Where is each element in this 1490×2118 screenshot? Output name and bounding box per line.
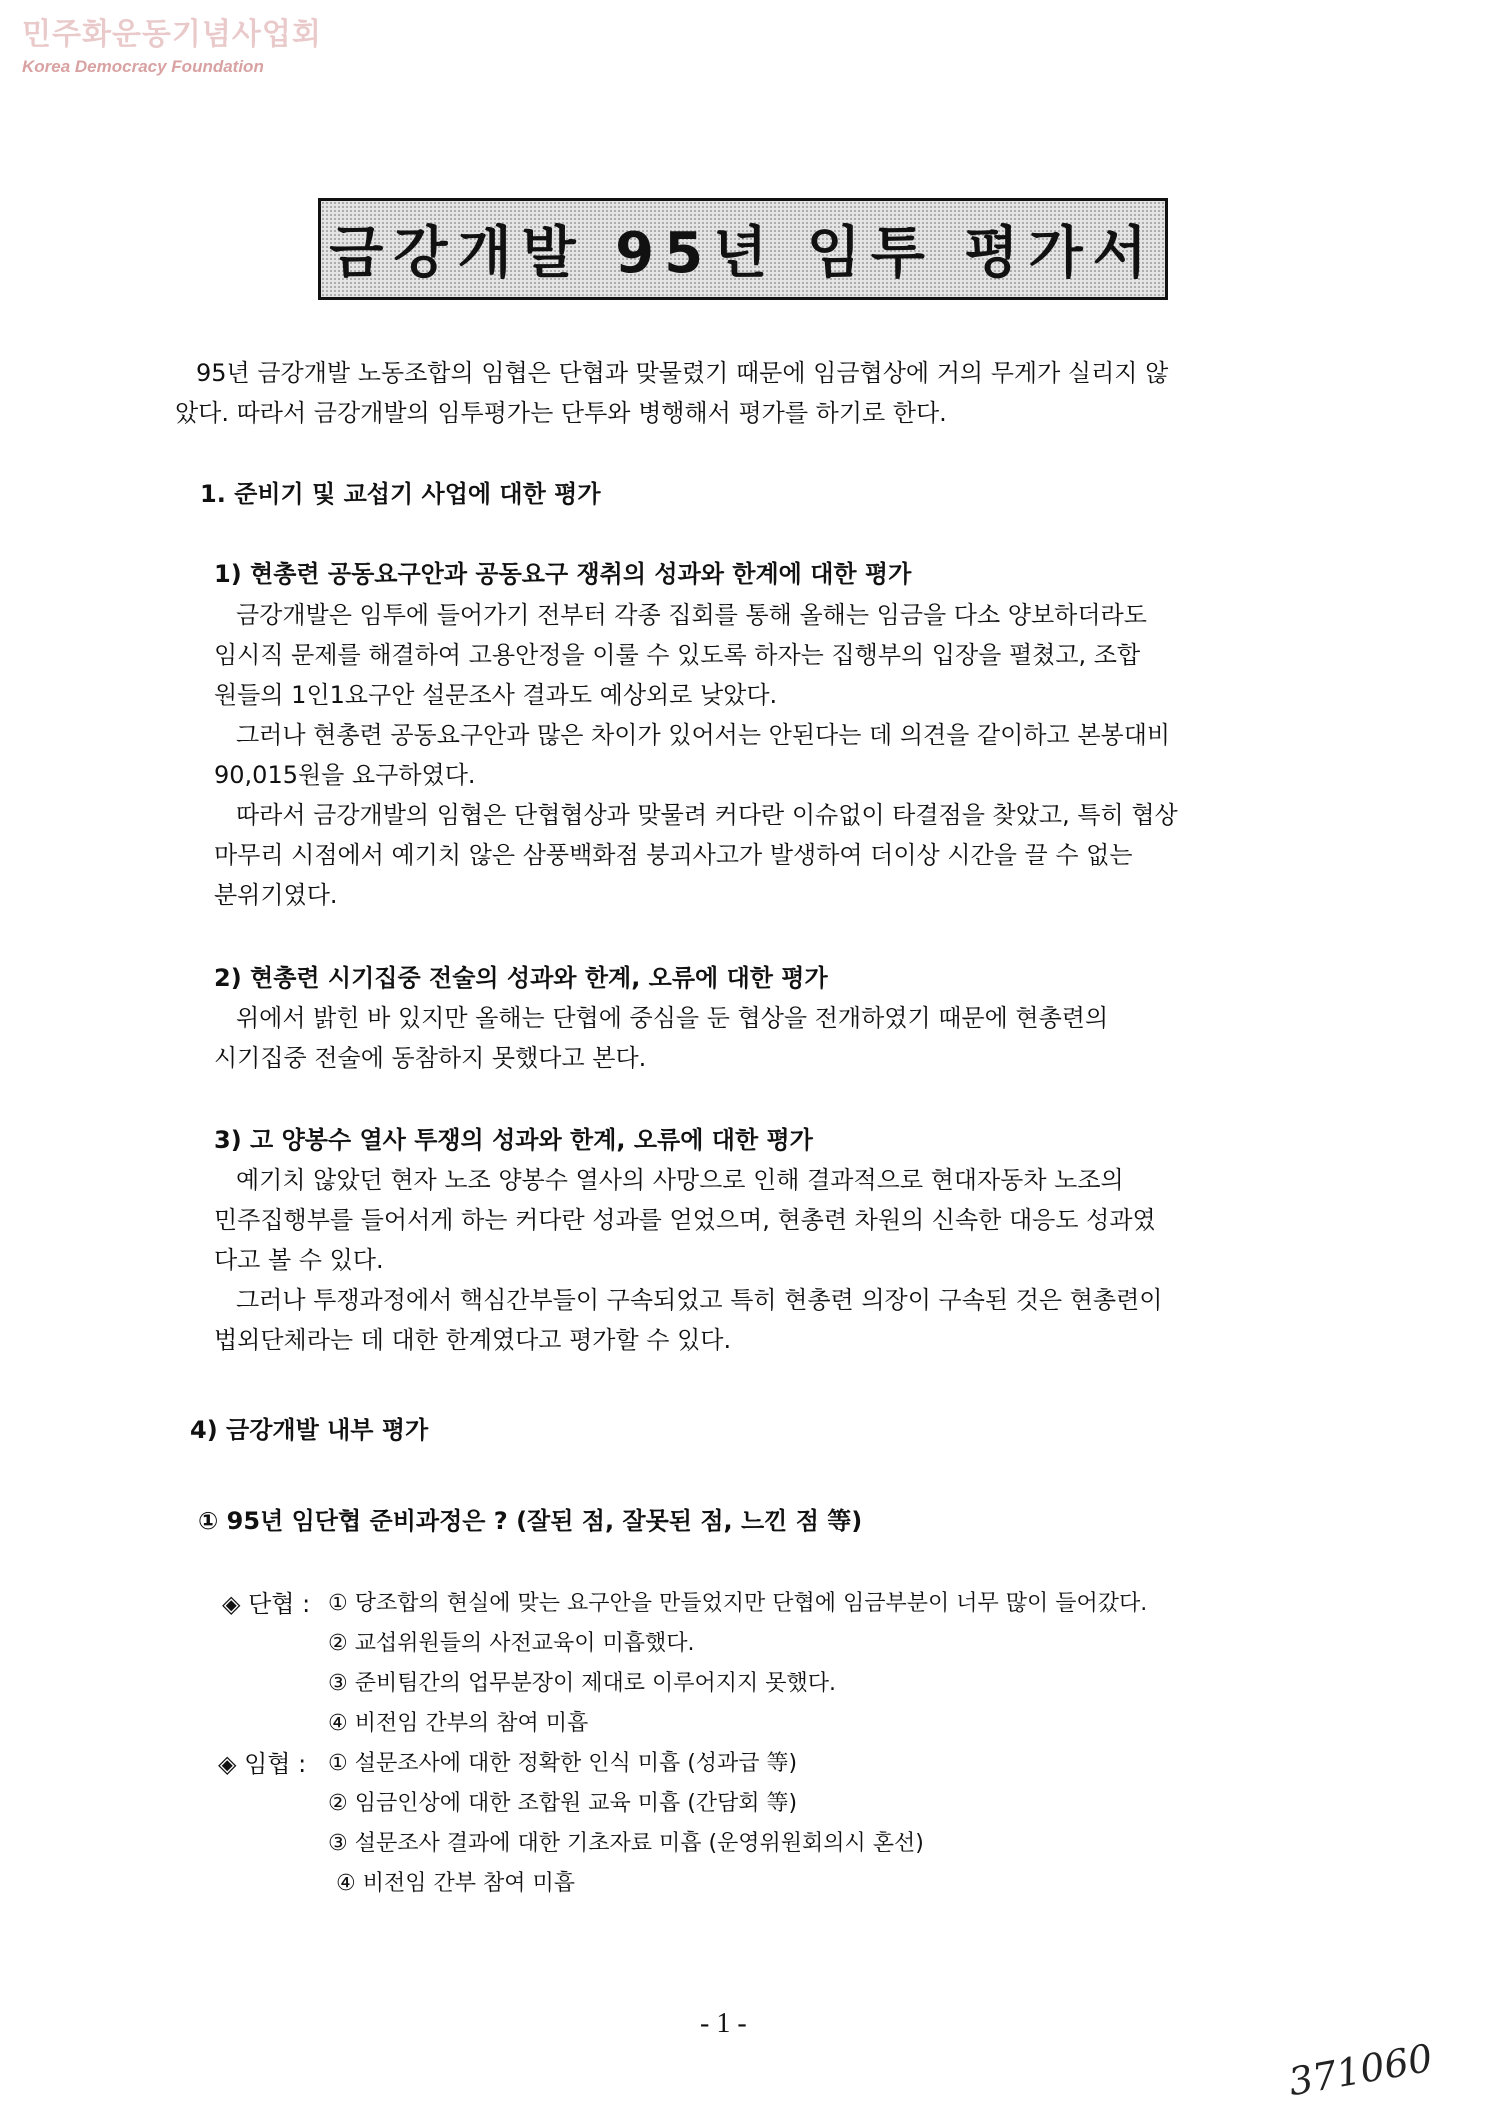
subsection-1-line-3: 원들의 1인1요구안 설문조사 결과도 예상외로 낮았다. <box>214 681 778 709</box>
subsection-1-line-8: 분위기였다. <box>214 881 338 909</box>
im-label: ◈ 임협 : <box>218 1750 307 1778</box>
document-title-box <box>318 198 1168 300</box>
page-number: - 1 - <box>700 2008 747 2039</box>
subsection-1-line-7: 마무리 시점에서 예기치 않은 삼풍백화점 붕괴사고가 발생하여 더이상 시간을 끌 수 없는 <box>214 841 1133 869</box>
subsection-3-line-2: 민주집행부를 들어서게 하는 커다란 성과를 얻었으며, 현총련 차원의 신속한 대응도 성과였 <box>214 1206 1156 1234</box>
subsection-4-heading: 4) 금강개발 내부 평가 <box>190 1416 429 1444</box>
dan-item-3: ③ 준비팀간의 업무분장이 제대로 이루어지지 못했다. <box>328 1671 836 1696</box>
im-item-2: ② 임금인상에 대한 조합원 교육 미흡 (간담회 等) <box>328 1791 798 1816</box>
im-item-1: ① 설문조사에 대한 정확한 인식 미흡 (성과급 等) <box>328 1751 798 1776</box>
subsection-1-heading: 1) 현총련 공동요구안과 공동요구 쟁취의 성과와 한계에 대한 평가 <box>214 560 912 588</box>
section-1-heading: 1. 준비기 및 교섭기 사업에 대한 평가 <box>200 480 601 508</box>
logo-korean-text: 민주화운동기념사업회 <box>22 17 322 52</box>
subsection-1-line-1: 금강개발은 임투에 들어가기 전부터 각종 집회를 통해 올해는 임금을 다소 양보하더라도 <box>236 601 1147 629</box>
logo-english-text: Korea Democracy Foundation <box>22 57 264 76</box>
document-title: 금강개발 95년 임투 평가서 <box>329 221 1157 286</box>
im-item-4: ④ 비전임 간부 참여 미흡 <box>336 1871 575 1896</box>
subsection-3-line-3: 다고 볼 수 있다. <box>214 1246 384 1274</box>
handwritten-archive-number: 371060 <box>1285 2035 1436 2105</box>
dan-item-2: ② 교섭위원들의 사전교육이 미흡했다. <box>328 1631 695 1656</box>
subsection-1-line-2: 임시직 문제를 해결하여 고용안정을 이룰 수 있도록 하자는 집행부의 입장을 펼쳤고, 조합 <box>214 641 1141 669</box>
foundation-logo <box>22 18 322 78</box>
dan-item-4: ④ 비전임 간부의 참여 미흡 <box>328 1711 589 1736</box>
subsection-3-line-5: 법외단체라는 데 대한 한계였다고 평가할 수 있다. <box>214 1326 732 1354</box>
subsection-1-line-6: 따라서 금강개발의 임협은 단협협상과 맞물려 커다란 이슈없이 타결점을 찾았고, 특히 협상 <box>236 801 1178 829</box>
subsection-3-line-1: 예기치 않았던 현자 노조 양봉수 열사의 사망으로 인해 결과적으로 현대자동차 노조의 <box>236 1166 1124 1194</box>
intro-line-1: 95년 금강개발 노동조합의 임협은 단협과 맞물렸기 때문에 임금협상에 거의 무게가 실리지 않 <box>196 359 1169 387</box>
dan-label: ◈ 단협 : <box>222 1590 311 1618</box>
subsection-2-line-2: 시기집중 전술에 동참하지 못했다고 본다. <box>214 1044 647 1072</box>
subsection-2-line-1: 위에서 밝힌 바 있지만 올해는 단협에 중심을 둔 협상을 전개하였기 때문에 현총련의 <box>236 1004 1109 1032</box>
subsection-2-heading: 2) 현총련 시기집중 전술의 성과와 한계, 오류에 대한 평가 <box>214 964 828 992</box>
im-item-3: ③ 설문조사 결과에 대한 기초자료 미흡 (운영위원회의시 혼선) <box>328 1831 924 1856</box>
subsection-3-line-4: 그러나 투쟁과정에서 핵심간부들이 구속되었고 특히 현총련 의장이 구속된 것은 현총련이 <box>236 1286 1163 1314</box>
subsection-1-line-5: 90,015원을 요구하였다. <box>214 761 476 789</box>
subsection-1-line-4: 그러나 현총련 공동요구안과 많은 차이가 있어서는 안된다는 데 의견을 같이하고 본봉대비 <box>236 721 1171 749</box>
subsection-3-heading: 3) 고 양봉수 열사 투쟁의 성과와 한계, 오류에 대한 평가 <box>214 1126 813 1154</box>
preparation-question: ① 95년 임단협 준비과정은 ? (잘된 점, 잘못된 점, 느낀 점 等) <box>198 1507 863 1535</box>
dan-item-1: ① 당조합의 현실에 맞는 요구안을 만들었지만 단협에 임금부분이 너무 많이 들어갔다. <box>328 1591 1148 1616</box>
intro-line-2: 았다. 따라서 금강개발의 임투평가는 단투와 병행해서 평가를 하기로 한다. <box>175 399 947 427</box>
